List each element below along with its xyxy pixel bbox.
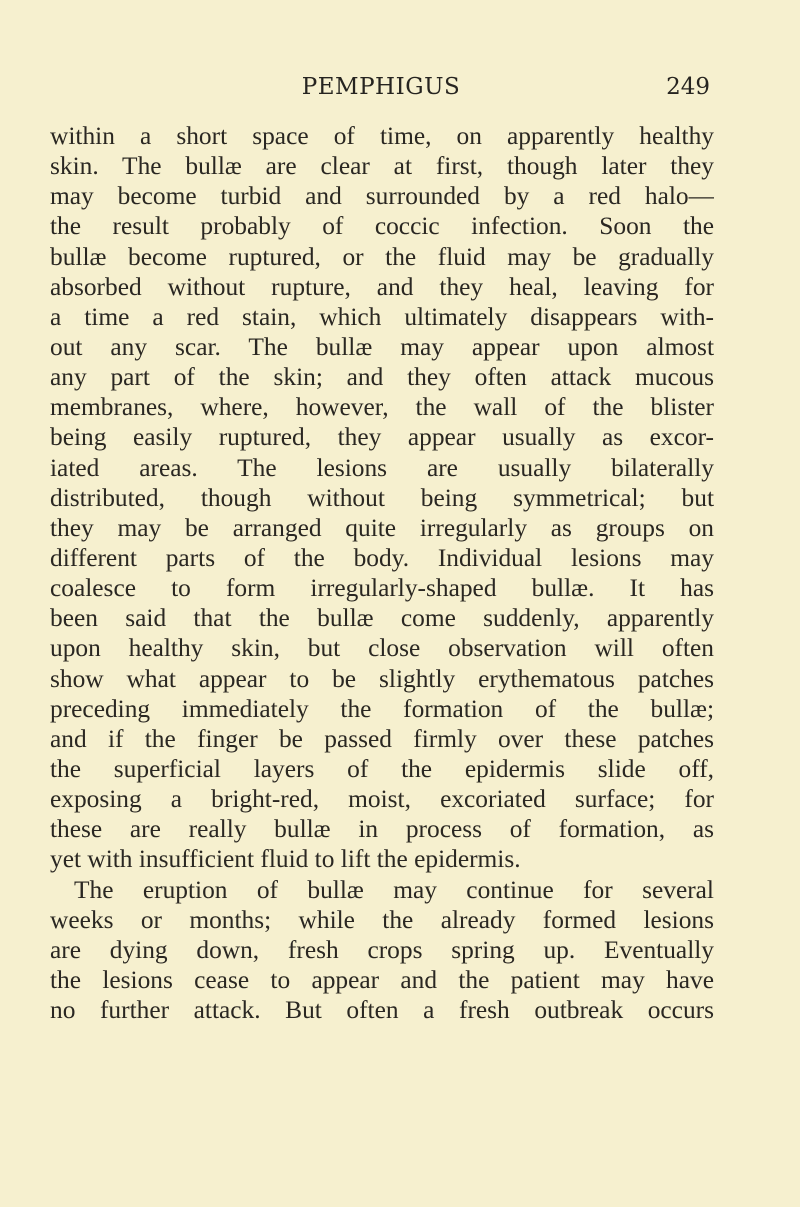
- text-line: absorbed without rupture, and they heal, leaving for: [50, 272, 714, 301]
- text-line: distributed, though without being symmetrical; but: [50, 483, 714, 512]
- text-line: they may be arranged quite irregularly as groups on: [50, 513, 714, 542]
- text-line: coalesce to form irregularly-shaped bullæ. It has: [50, 574, 714, 603]
- text-line: the superficial layers of the epidermis slide off,: [50, 754, 714, 783]
- text-line: within a short space of time, on apparently healthy: [50, 122, 714, 150]
- text-line: The eruption of bullæ may continue for several: [74, 875, 714, 904]
- text-line: membranes, where, however, the wall of the blister: [50, 393, 714, 422]
- text-line: and if the finger be passed firmly over these patches: [50, 724, 714, 753]
- text-line: no further attack. But often a fresh outbreak occurs: [50, 996, 714, 1025]
- text-line: any part of the skin; and they often attack mucous: [50, 363, 714, 392]
- text-line: the lesions cease to appear and the patient may have: [50, 965, 714, 994]
- chapter-title: PEMPHIGUS: [301, 74, 461, 100]
- text-line: may become turbid and surrounded by a red halo—: [50, 182, 714, 211]
- text-line: bullæ become ruptured, or the fluid may be gradually: [50, 242, 714, 271]
- text-line: iated areas. The lesions are usually bilaterally: [50, 453, 714, 482]
- text-line: yet with insufficient fluid to lift the epidermis.: [50, 845, 521, 874]
- text-line: are dying down, fresh crops spring up. Eventually: [50, 935, 714, 964]
- page-number: 249: [666, 74, 710, 100]
- text-line: been said that the bullæ come suddenly, apparently: [50, 604, 714, 633]
- text-line: show what appear to be slightly erythematous patches: [50, 664, 714, 693]
- text-line: preceding immediately the formation of the bullæ;: [50, 694, 714, 723]
- text-line: skin. The bullæ are clear at first, though later they: [50, 152, 714, 181]
- text-line: a time a red stain, which ultimately disappears with-: [50, 302, 714, 331]
- text-line: upon healthy skin, but close observation will often: [50, 634, 714, 663]
- body-text: [50, 121, 714, 1025]
- text-line: these are really bullæ in process of formation, as: [50, 815, 714, 844]
- text-line: weeks or months; while the already formed lesions: [50, 905, 714, 934]
- text-line: the result probably of coccic infection. Soon the: [50, 212, 714, 241]
- running-head: [52, 74, 710, 106]
- text-line: exposing a bright-red, moist, excoriated surface; for: [50, 785, 714, 814]
- text-line: being easily ruptured, they appear usually as excor-: [50, 423, 714, 452]
- text-line: different parts of the body. Individual lesions may: [50, 543, 714, 572]
- text-line: out any scar. The bullæ may appear upon almost: [50, 332, 714, 361]
